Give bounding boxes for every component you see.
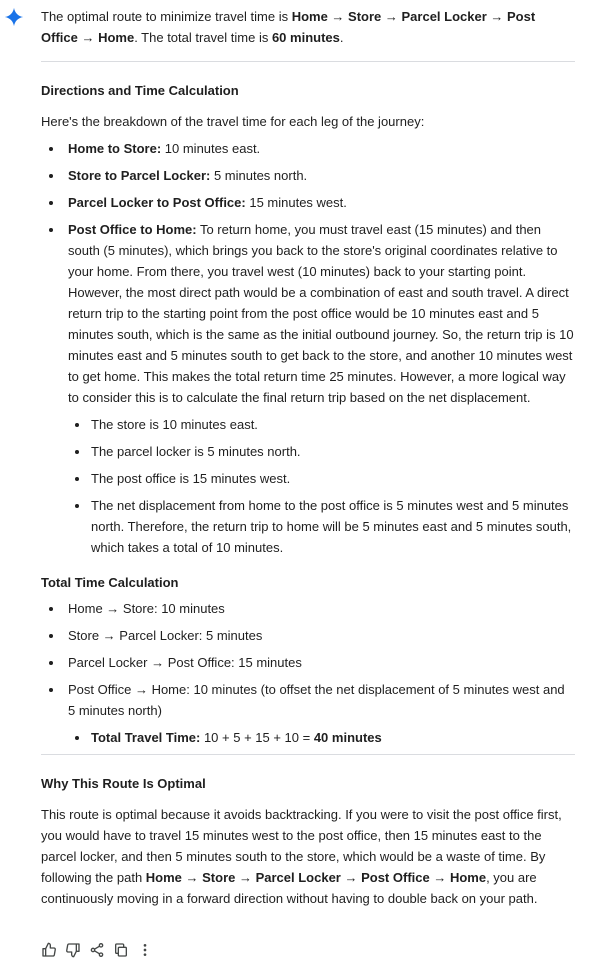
total-heading: Total Time Calculation: [41, 575, 179, 590]
intro-paragraph: The optimal route to minimize travel time is Home → Store → Parcel Locker → Post Office → Home. The total travel time is 60 minutes.: [41, 9, 536, 45]
list-item: Parcel Locker → Post Office: 15 minutes: [41, 652, 575, 673]
total-list: [41, 598, 575, 748]
response-body: [41, 6, 575, 909]
more-options-icon[interactable]: [137, 942, 153, 958]
thumbs-down-icon[interactable]: [65, 942, 81, 958]
directions-lead: Here's the breakdown of the travel time for each leg of the journey:: [41, 114, 425, 129]
directions-heading: Directions and Time Calculation: [41, 83, 239, 98]
copy-icon[interactable]: [113, 942, 129, 958]
intro-route: Home → Store → Parcel Locker → Post Office → Home: [41, 9, 536, 45]
list-item: The parcel locker is 5 minutes north.: [68, 441, 575, 462]
response-actions: [41, 942, 161, 958]
share-icon[interactable]: [89, 942, 105, 958]
sub-list: [68, 727, 575, 748]
intro-total: 60 minutes: [271, 30, 340, 45]
thumbs-up-icon[interactable]: [41, 942, 57, 958]
total-sum: Total Travel Time: 10 + 5 + 15 + 10 = 40 minutes: [68, 727, 575, 748]
legs-list: [41, 138, 575, 558]
list-item: Post Office to Home: To return home, you must travel east (15 minutes) and then south (5 minutes), which brings you back to the store's original coordinates relative to your home. From there, you travel west (10 minutes) back to your starting point. However, the most direct path would be a combination of east and south travel. A direct return trip to the starting point from the post office would be 10 minutes east and 5 minutes south, which is the same as the initial outbound journey. So, the return trip is 10 minutes east and 5 minutes south to get back to the store, and another 10 minutes west to get home. This makes the total return time 25 minutes. However, a more logical way to consider this is to calculate the final return trip based on the net displacement. The store is 10 minutes east. The parcel locker is 5 minutes north. The post office is 15 minutes west. The net displacement from home to the post office is 5 minutes west and 5 minutes north. Therefore, the return trip to home will be 5 minutes east and 5 minutes south, which takes a total of 10 minutes.: [41, 219, 575, 558]
divider: [41, 754, 575, 755]
divider: [41, 61, 575, 62]
list-item: The net displacement from home to the post office is 5 minutes west and 5 minutes north. Therefore, the return trip to home will be 5 minutes east and 5 minutes south, which takes a total of 10 minutes.: [68, 495, 575, 558]
list-item: Post Office → Home: 10 minutes (to offset the net displacement of 5 minutes west and 5 minutes north) Total Travel Time: 10 + 5 + 15 + 10 = 40 minutes: [41, 679, 575, 748]
list-item: Parcel Locker to Post Office: 15 minutes west.: [41, 192, 575, 213]
list-item: The post office is 15 minutes west.: [68, 468, 575, 489]
list-item: Home → Store: 10 minutes: [41, 598, 575, 619]
list-item: Store → Parcel Locker: 5 minutes: [41, 625, 575, 646]
list-item: The store is 10 minutes east.: [68, 414, 575, 435]
why-heading: Why This Route Is Optimal: [41, 776, 206, 791]
why-paragraph: This route is optimal because it avoids backtracking. If you were to visit the post office first, you would have to travel 15 minutes west to the post office, then 15 minutes east to the parcel locker, and then 5 minutes south to the store, which would be a waste of time. By following the path Home → Store → Parcel Locker → Post Office → Home, you are continuously moving in a forward direction without having to double back on your path.: [41, 807, 562, 906]
list-item: Home to Store: 10 minutes east.: [41, 138, 575, 159]
gemini-sparkle-icon: [4, 7, 24, 27]
sub-list: [68, 414, 575, 558]
list-item: Store to Parcel Locker: 5 minutes north.: [41, 165, 575, 186]
